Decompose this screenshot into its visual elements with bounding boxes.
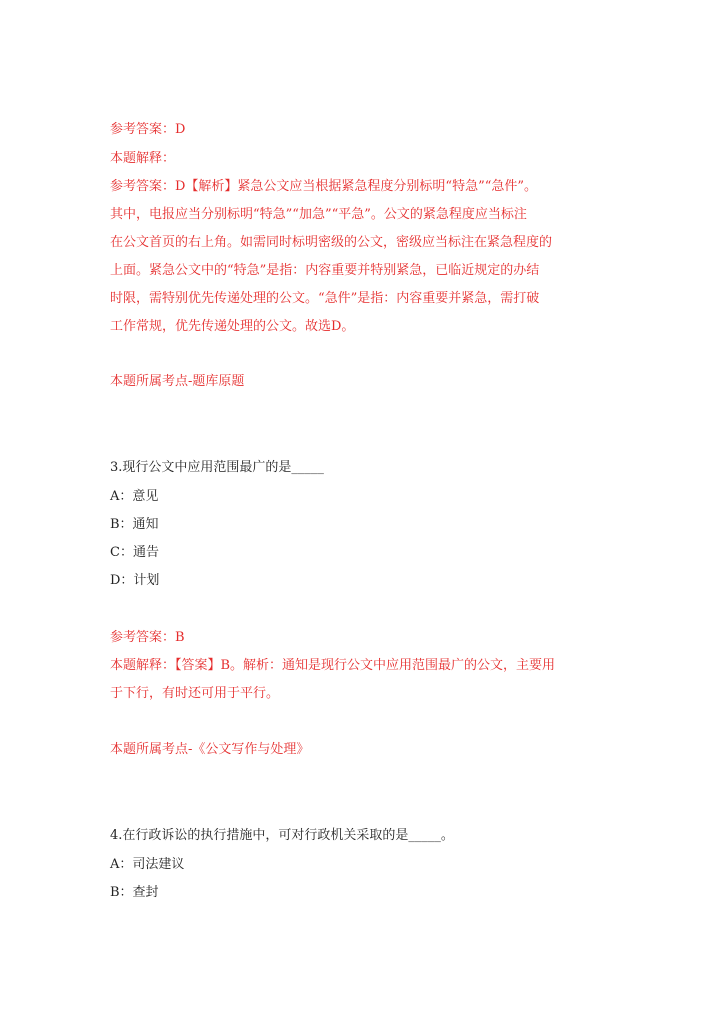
q3-option-c: C：通告: [110, 545, 159, 560]
q3-option-b: B：通知: [110, 517, 159, 532]
q3-explain-line: 本题解释：【答案】B。解析：通知是现行公文中应用范围最广的公文，主要用: [110, 658, 556, 673]
q2-explain-label: 本题解释：: [110, 151, 176, 166]
q2-explain-line: 上面。紧急公文中的“特急”是指：内容重要并特别紧急，已临近规定的办结: [110, 263, 540, 278]
q2-explain-line: 其中，电报应当分别标明“特急”“加急”“平急”。公文的紧急程度应当标注: [110, 207, 527, 222]
q3-option-a: A：意见: [110, 489, 159, 504]
q3-answer: 参考答案：B: [110, 630, 185, 645]
q2-explain-line: 在公文首页的右上角。如需同时标明密级的公文，密级应当标注在紧急程度的: [110, 235, 553, 250]
q4-question: 4.在行政诉讼的执行措施中，可对行政机关采取的是_____。: [110, 828, 454, 843]
q3-question: 3.现行公文中应用范围最广的是_____: [110, 460, 324, 475]
q2-topic: 本题所属考点-题库原题: [110, 374, 245, 389]
q4-option-b: B：查封: [110, 885, 159, 900]
q3-explain-line: 于下行，有时还可用于平行。: [110, 686, 280, 701]
q2-explain-line: 参考答案：D【解析】紧急公文应当根据紧急程度分别标明“特急”“急件”。: [110, 179, 538, 194]
q3-option-d: D：计划: [110, 573, 160, 588]
q3-topic: 本题所属考点-《公文写作与处理》: [110, 742, 310, 757]
q2-answer: 参考答案：D: [110, 122, 186, 137]
q4-option-a: A：司法建议: [110, 857, 185, 872]
q2-explain-line: 工作常规，优先传递处理的公文。故选D。: [110, 319, 355, 334]
q2-explain-line: 时限，需特别优先传递处理的公文。“急件”是指：内容重要并紧急，需打破: [110, 291, 540, 306]
